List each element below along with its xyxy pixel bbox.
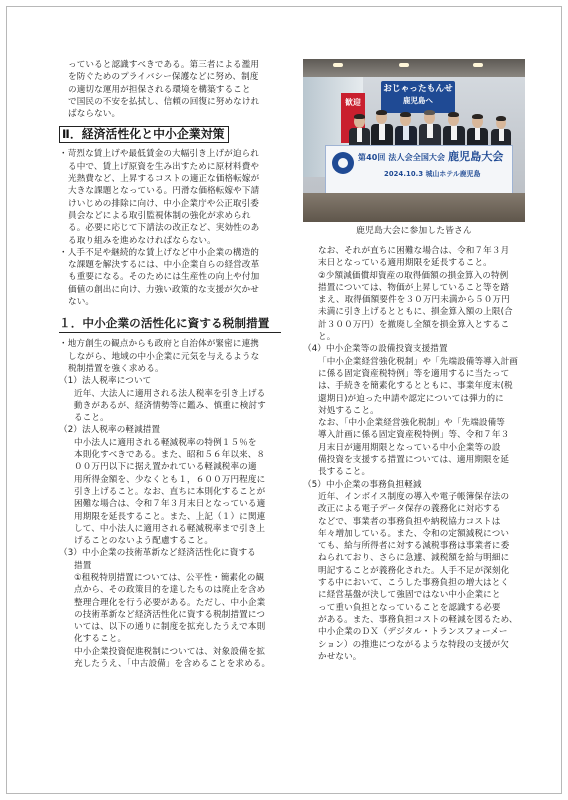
text-line: 困難な場合は、令和７年３月末日となっている適 [74, 499, 266, 510]
photo-floor [303, 193, 525, 222]
text-line: して、中小法人に適用される軽減税率まで引き上 [74, 523, 266, 534]
ceiling-light [473, 63, 483, 67]
section-heading-economy [59, 126, 281, 143]
text-line: も重要になる。そのためには生産性の向上や付加 [68, 272, 260, 283]
welcome-banner [381, 81, 455, 113]
text-line: 価値の創出に向け、力強い政策的な支援が欠かせ [68, 284, 259, 295]
text-line: する中において、こうした事務負担の増大はとく [318, 578, 510, 589]
paragraph-small-assets [303, 270, 525, 344]
item-body-capital-investment-note [303, 417, 525, 478]
text-line: 用期限を延長すること。また、上記（１）に関連 [74, 511, 266, 522]
photo-caption: 鹿児島大会に参加した皆さん [356, 226, 472, 236]
conference-banner-date: 2024.10.3 城山ホテル鹿児島 [384, 170, 481, 178]
item-body-investment-promotion [59, 646, 281, 671]
text-line: 近年、インボイス制度の導入や電子帳簿保存法の [318, 491, 510, 502]
text-line: かせない。 [318, 651, 362, 662]
text-line: 改正による電子データ保存の義務化に対応する [318, 504, 501, 515]
item-body-corporate-tax-rate [59, 388, 281, 425]
text-line: 対処すること。 [318, 405, 379, 416]
text-line: 中小企業のＤＸ（デジタル・トランスフォーメー [318, 627, 508, 638]
text-line: ②少額減価償却資産の取得価額の損金算入の特例 [318, 270, 509, 281]
text-line: ・地方創生の観点からも政府と自治体が緊密に連携 [59, 339, 259, 350]
text-line: 還期日)が迫った申請や認定については弾力的に [318, 393, 504, 404]
document-page [6, 6, 562, 794]
text-line: ・人手不足や継続的な賃上げなど中小企業の構造的 [59, 247, 259, 258]
text-line: なお、それが直ちに困難な場合は、令和７年３月 [318, 246, 510, 256]
conference-banner-title: 第40回 法人会全国大会 鹿児島大会 [358, 150, 504, 163]
right-column [303, 59, 525, 663]
text-line: を防ぐためのプライバシー保護などに努め、制度 [68, 72, 259, 83]
text-line: ①租税特別措置については、公平性・簡素化の観 [74, 572, 265, 583]
bullet-paragraph-price-pass-through [59, 148, 281, 246]
text-line: けいじめの排除に向け、中小企業庁や公正取引委 [68, 198, 259, 209]
text-line: で国民の不安を払拭し、信頼の回復に努めなけれ [68, 96, 260, 107]
text-line: 備投資を支援する措置については、適用期限を延 [318, 455, 510, 466]
text-line: ばならない。 [68, 109, 121, 120]
text-line: 充したうえ、「中古設備」を含めることを求める。 [74, 659, 271, 670]
item-body-special-measures [59, 572, 281, 646]
bullet-paragraph-labor-shortage [59, 247, 281, 308]
text-line: ない。 [68, 297, 95, 308]
ceiling-light [333, 63, 343, 67]
text-line: げることのないよう配慮すること。 [74, 536, 214, 547]
text-line: ション）の推進につながるような特段の支援が欠 [318, 639, 509, 650]
text-line: 用所得金額を、少なくとも１，６００万円程度に [74, 474, 266, 485]
text-line: 措置 [74, 560, 92, 571]
text-line: 導入計画に係る固定資産税特例」等、令和７年３ [318, 430, 510, 441]
text-line: る取り組みを進めなければならない。 [68, 235, 216, 246]
text-line: 近年、大法人に適用される法人税率を引き上げる [74, 388, 266, 399]
welcome-banner-line1: おじゃったもんせ [383, 84, 453, 94]
item-heading-capital-investment: （4）中小企業等の設備投資支援措置 [303, 344, 448, 355]
text-line: しながら、地域の中小企業に元気を与えるような [68, 351, 260, 362]
text-line: ること。 [74, 413, 109, 424]
text-line: 化すること。 [74, 634, 127, 645]
text-line: 点から、その政策目的を達したものは廃止を含め [74, 585, 266, 596]
item-body-reduced-rate [59, 437, 281, 548]
text-line: ても、給与所得者に対する減税事務は事業者に委 [318, 541, 510, 552]
text-line: 明記することが義務化された。人手不足が深刻化 [318, 565, 510, 576]
item-heading-corporate-tax-rate: （1）法人税率について [59, 376, 152, 387]
text-line: ・苛烈な賃上げや最低賃金の大幅引き上げが迫られ [59, 149, 259, 160]
text-line: な課題を解決するには、中小企業自らの経営改革 [68, 260, 260, 271]
text-line: 税制措置を強く求める。 [68, 363, 164, 374]
paragraph-deadline-extension [303, 245, 525, 270]
text-line: ００万円以下に据え置かれている軽減税率の適 [74, 462, 257, 473]
text-line: 大きな課題となっている。円滑な価格転嫁や下請 [68, 186, 260, 197]
item-body-capital-investment [303, 356, 525, 417]
text-line: と。 [318, 332, 336, 343]
text-line: 動きがあるが、経済情勢等に鑑み、慎重に検討す [74, 400, 266, 411]
text-line: は、手続きを簡素化するとともに、事業年度末(税 [318, 381, 513, 392]
text-line: 本則化すべきである。また、昭和５６年以来、８ [74, 450, 266, 461]
text-line: に経営基盤が決して強固ではない中小企業にと [318, 590, 501, 601]
text-line: 光熱費など、上昇するコストの適正な価格転嫁が [68, 174, 260, 185]
text-line: に係る固定資産税特例」等を適用するに当たって [318, 368, 510, 379]
ceiling-light [399, 63, 409, 67]
text-line: る。必要に応じて下請法の改正など、実効性のあ [68, 223, 260, 234]
text-line: 引き上げること。なお、直ちに本則化することが [74, 486, 266, 497]
photo-ceiling [303, 59, 525, 77]
text-line: 年々増加している。また、令和の定額減税につい [318, 528, 510, 539]
conference-banner [325, 145, 513, 195]
text-line: 中小法人に適用される軽減税率の特例１５％を [74, 437, 257, 448]
text-line: って重い負担となっていることを認識する必要 [318, 602, 501, 613]
text-line: いては、以下の通りに制度を拡充したうえで本則 [74, 622, 266, 633]
text-line: 中小企業投資促進税制については、対象設備を拡 [74, 646, 266, 657]
text-line: がある。また、事務負担コストの軽減を図るため、 [318, 614, 518, 625]
text-line: っていると認識すべきである。第三者による濫用 [68, 60, 260, 70]
bullet-paragraph-regional [59, 338, 281, 375]
text-line: の適切な運用が担保される環境を構築すること [68, 84, 251, 95]
subsection-heading-tax: １．中小企業の活性化に資する税制措置 [59, 316, 281, 333]
text-line: 整理合理化を行う必要がある。ただし、中小企業 [74, 597, 266, 608]
text-line: 未満に引き上げるとともに、損金算入額の上限(合 [318, 307, 513, 318]
group-photo [303, 59, 525, 222]
item-heading-admin-burden: （5）中小企業の事務負担軽減 [303, 479, 422, 490]
text-line: 末日となっている適用期限を延長すること。 [318, 258, 492, 269]
text-line: 計３００万円）を撤廃し全額を損金算入とするこ [318, 319, 510, 330]
text-line: まえ、取得価額要件を３０万円未満から５０万円 [318, 295, 510, 306]
text-line: 「中小企業経営強化税制」や「先端設備等導入計画 [318, 356, 518, 367]
text-line: 員会などによる取引監視体制の強化が求められ [68, 210, 251, 221]
conference-logo [332, 152, 354, 174]
welcome-banner-line2: 鹿児島へ [403, 96, 433, 105]
intro-paragraph [59, 59, 281, 120]
left-column [59, 59, 281, 670]
text-line: などで、事業者の事務負担や納税協力コストは [318, 516, 501, 527]
text-line: 措置については、物価が上昇していること等を踏 [318, 282, 510, 293]
red-banner-text: 歓迎 [345, 98, 361, 107]
text-line: なお、「中小企業経営強化税制」や「先端設備等 [318, 418, 505, 429]
text-line: 月末日が適用期限となっている中小企業等の設 [318, 442, 501, 453]
item-body-admin-burden [303, 491, 525, 663]
text-line: る中で、賃上げ原資を生み出すために原材料費や [68, 161, 260, 172]
text-line: ねられており、さらに急遽、減税額を給与明細に [318, 553, 510, 564]
text-line: の技術革新など経済活性化に資する税制措置につ [74, 609, 266, 620]
text-line: 長すること。 [318, 467, 371, 478]
item-heading-reduced-rate: （2）法人税率の軽減措置 [59, 425, 161, 436]
section-heading-text: Ⅱ．経済活性化と中小企業対策 [59, 126, 229, 143]
item-heading-innovation [59, 547, 281, 572]
text-line: （3）中小企業の技術革新など経済活性化に資する [59, 548, 256, 559]
